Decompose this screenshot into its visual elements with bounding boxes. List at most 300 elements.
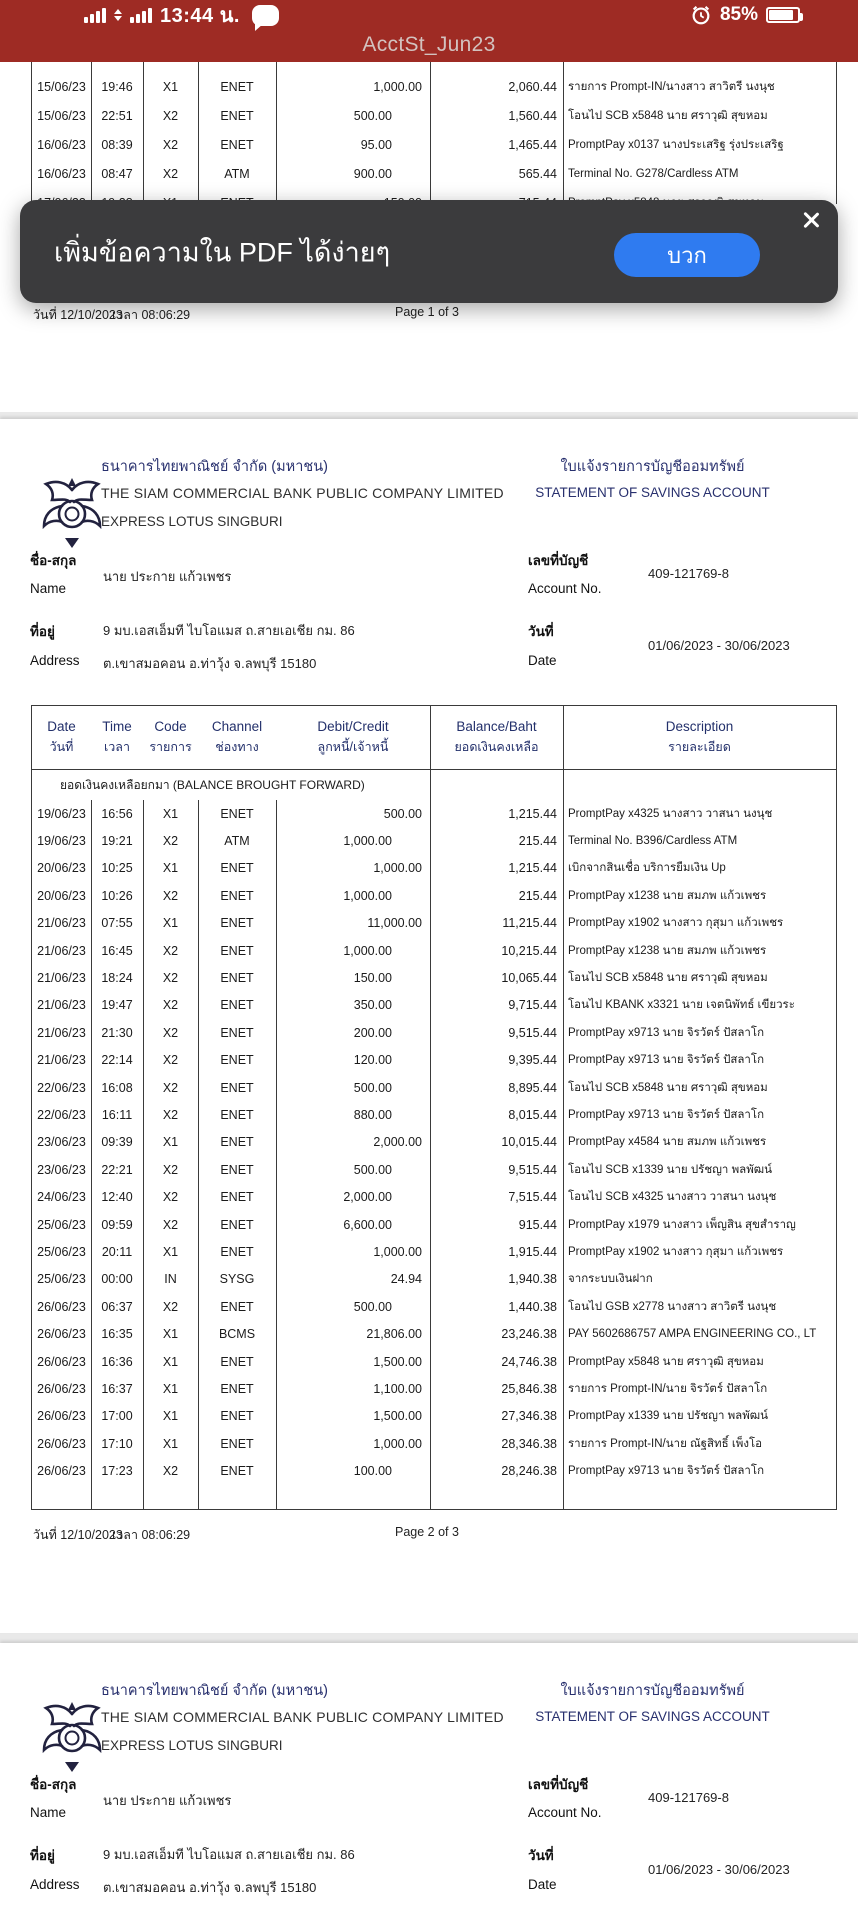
- cell-amount: 2,000.00: [373, 1135, 422, 1150]
- cell-description: รายการ Prompt-IN/นาย จิรวัตร์ ปัสลาโก: [568, 1382, 768, 1395]
- cell-code: X2: [162, 834, 179, 849]
- cell-code: X2: [162, 1190, 179, 1205]
- account-no-label-th: เลขที่บัญชี: [528, 553, 589, 568]
- statement-period: 01/06/2023 - 30/06/2023: [648, 1862, 790, 1877]
- bank-name-th: ธนาคารไทยพาณิชย์ จำกัด (มหาชน): [101, 1683, 328, 1699]
- cell-time: 20:11: [101, 1244, 133, 1259]
- cell-balance: 1,940.38: [508, 1272, 557, 1287]
- cell-balance: 2,060.44: [508, 79, 557, 94]
- cell-code: X1: [162, 1381, 179, 1396]
- close-icon[interactable]: [800, 209, 822, 231]
- address-label-en: Address: [30, 653, 80, 668]
- transaction-row: [32, 1348, 836, 1375]
- cell-description: PromptPay x5848 นาย ศราวุฒิ สุขหอม: [568, 1355, 764, 1368]
- cell-amount: 880.00: [353, 1107, 392, 1122]
- cell-balance: 1,215.44: [508, 806, 557, 821]
- bank-name-en: THE SIAM COMMERCIAL BANK PUBLIC COMPANY LIMITED: [101, 485, 504, 501]
- cell-signal-2-icon: [130, 7, 152, 23]
- cell-description: รายการ Prompt-IN/นางสาว สาวิตรี นงนุช: [568, 80, 775, 93]
- cell-amount: 1,500.00: [373, 1409, 422, 1424]
- pdf-edit-toast: [20, 200, 838, 303]
- table-header-row: Date วันที่ Time เวลา Code รายการ Channel ช่องทาง Debit/Credit ลูกหนี้/เจ้าหนี้ Balance/Baht ยอดเงินคงเหลือ Description รายละเอียด: [32, 706, 836, 770]
- cell-date: 21/06/23: [37, 1053, 86, 1068]
- cell-code: X1: [162, 806, 179, 821]
- cell-channel: ENET: [220, 861, 254, 876]
- transaction-row: [32, 1293, 836, 1320]
- document-title: AcctSt_Jun23: [362, 33, 496, 56]
- cell-time: 16:08: [101, 1080, 133, 1095]
- transaction-row: [32, 1403, 836, 1430]
- cell-date: 22/06/23: [37, 1107, 86, 1122]
- cell-time: 06:37: [101, 1299, 133, 1314]
- garuda-bank-logo: [36, 476, 108, 550]
- cell-amount: 1,000.00: [343, 834, 392, 849]
- cell-description: โอนไป SCB x4325 นางสาว วาสนา นงนุช: [568, 1191, 777, 1204]
- cell-balance: 9,715.44: [508, 998, 557, 1013]
- cell-description: PromptPay x4584 นาย สมภพ แก้วเพชร: [568, 1136, 767, 1149]
- cell-channel: BCMS: [218, 1327, 256, 1342]
- cell-description: โอนไป SCB x1339 นาย ปรัชญา พลพัฒน์: [568, 1163, 773, 1176]
- cell-description: โอนไป SCB x5848 นาย ศราวุฒิ สุขหอม: [568, 109, 768, 122]
- cell-date: 19/06/23: [37, 834, 86, 849]
- cell-time: 17:00: [101, 1409, 133, 1424]
- toast-action-button[interactable]: บวก: [614, 233, 760, 277]
- transaction-row: [32, 1211, 836, 1238]
- cell-balance: 1,465.44: [508, 137, 557, 152]
- cell-balance: 9,395.44: [508, 1053, 557, 1068]
- cell-channel: ENET: [220, 1409, 254, 1424]
- cell-date: 20/06/23: [37, 861, 86, 876]
- cell-channel: SYSG: [219, 1272, 255, 1287]
- cell-channel: ENET: [220, 1217, 254, 1232]
- cell-code: X1: [162, 1327, 179, 1342]
- cell-channel: ENET: [220, 79, 254, 94]
- cell-code: X2: [162, 1217, 179, 1232]
- cell-description: โอนไป SCB x5848 นาย ศราวุฒิ สุขหอม: [568, 1081, 768, 1094]
- cell-balance: 565.44: [518, 166, 557, 181]
- cell-time: 16:45: [101, 943, 133, 958]
- cell-code: X1: [162, 1409, 179, 1424]
- cell-date: 26/06/23: [37, 1327, 86, 1342]
- doc-title-en: STATEMENT OF SAVINGS ACCOUNT: [535, 485, 770, 500]
- cell-description: โอนไป KBANK x3321 นาย เจตนิพัทธ์ เขียวระ: [568, 999, 795, 1012]
- cell-amount: 1,000.00: [373, 1244, 422, 1259]
- cell-time: 09:39: [101, 1135, 133, 1150]
- cell-balance: 1,560.44: [508, 108, 557, 123]
- cell-description: เบิกจากสินเชื่อ บริการยืมเงิน Up: [568, 862, 726, 875]
- cell-code: X1: [162, 916, 179, 931]
- cell-code: X2: [162, 943, 179, 958]
- statement-header: [0, 1643, 858, 1907]
- bank-branch: EXPRESS LOTUS SINGBURI: [101, 514, 283, 529]
- cell-amount: 1,000.00: [373, 861, 422, 876]
- cell-channel: ENET: [220, 1025, 254, 1040]
- transaction-row: [32, 130, 836, 159]
- cell-channel: ENET: [220, 1162, 254, 1177]
- cell-description: PromptPay x1979 นางสาว เพ็ญสิน สุขสำราญ: [568, 1218, 796, 1231]
- account-no-label-th: เลขที่บัญชี: [528, 1777, 589, 1792]
- bank-name-en: THE SIAM COMMERCIAL BANK PUBLIC COMPANY LIMITED: [101, 1709, 504, 1725]
- cell-code: X1: [162, 1244, 179, 1259]
- cell-description: PromptPay x9713 นาย จิรวัตร์ ปัสลาโก: [568, 1054, 765, 1067]
- pdf-page-3: [0, 1643, 858, 1907]
- transaction-row: [32, 1375, 836, 1402]
- cell-amount: 150.00: [353, 971, 392, 986]
- cell-channel: ENET: [220, 943, 254, 958]
- cell-date: 16/06/23: [37, 166, 86, 181]
- cell-balance: 11,215.44: [502, 916, 557, 931]
- cell-balance: 28,246.38: [501, 1464, 557, 1479]
- footer-print-time: เวลา 08:06:29: [112, 1528, 191, 1542]
- cell-channel: ENET: [220, 1436, 254, 1451]
- statement-period: 01/06/2023 - 30/06/2023: [648, 638, 790, 653]
- cell-description: Terminal No. B396/Cardless ATM: [568, 835, 738, 848]
- app-header: [0, 0, 858, 62]
- cell-code: X1: [162, 79, 179, 94]
- cell-description: PromptPay x0137 นางประเสริฐ รุ่งประเสริฐ: [568, 138, 784, 151]
- cell-amount: 500.00: [353, 1162, 392, 1177]
- cell-description: PromptPay x4325 นางสาว วาสนา นงนุช: [568, 807, 773, 820]
- cell-date: 26/06/23: [37, 1436, 86, 1451]
- transaction-row: [32, 1238, 836, 1265]
- doc-title-th: ใบแจ้งรายการบัญชีออมทรัพย์: [560, 459, 745, 475]
- cell-channel: ENET: [220, 1190, 254, 1205]
- cell-amount: 120.00: [353, 1053, 392, 1068]
- cell-code: X2: [162, 137, 179, 152]
- cell-time: 16:11: [101, 1107, 133, 1122]
- cell-balance: 215.44: [518, 834, 557, 849]
- cell-code: X2: [162, 971, 179, 986]
- cell-date: 23/06/23: [37, 1162, 86, 1177]
- cell-description: จากระบบเงินฝาก: [568, 1273, 653, 1286]
- cell-balance: 1,915.44: [508, 1244, 557, 1259]
- cell-time: 19:47: [101, 998, 133, 1013]
- transaction-row: [32, 937, 836, 964]
- cell-balance: 24,746.38: [501, 1354, 557, 1369]
- cell-description: รายการ Prompt-IN/นาย ณัฐสิทธิ์ เพ็งโอ: [568, 1437, 763, 1450]
- data-arrows-icon: [114, 9, 122, 21]
- cell-time: 09:59: [101, 1217, 133, 1232]
- transaction-row: [32, 1183, 836, 1210]
- cell-amount: 100.00: [353, 1464, 392, 1479]
- cell-amount: 1,500.00: [373, 1354, 422, 1369]
- bank-branch: EXPRESS LOTUS SINGBURI: [101, 1738, 283, 1753]
- cell-channel: ENET: [220, 998, 254, 1013]
- address-label-th: ที่อยู่: [30, 1848, 55, 1863]
- document-titlebar: [0, 28, 858, 62]
- cell-amount: 200.00: [353, 1025, 392, 1040]
- address-label-th: ที่อยู่: [30, 624, 55, 639]
- cell-balance: 23,246.38: [501, 1327, 557, 1342]
- cell-description: PromptPay x1238 นาย สมภพ แก้วเพชร: [568, 889, 767, 902]
- cell-channel: ENET: [220, 916, 254, 931]
- cell-date: 21/06/23: [37, 971, 86, 986]
- cell-code: X2: [162, 1162, 179, 1177]
- cell-balance: 8,015.44: [508, 1107, 557, 1122]
- cell-date: 20/06/23: [37, 888, 86, 903]
- cell-time: 17:10: [101, 1436, 133, 1451]
- cell-time: 17:23: [101, 1464, 133, 1479]
- transaction-row: [32, 800, 836, 827]
- cell-code: IN: [164, 1272, 177, 1287]
- statement-header: [0, 419, 858, 689]
- period-label-th: วันที่: [528, 624, 554, 639]
- cell-channel: ENET: [220, 1135, 254, 1150]
- cell-time: 16:36: [101, 1354, 133, 1369]
- cell-code: X2: [162, 998, 179, 1013]
- cell-description: PAY 5602686757 AMPA ENGINEERING CO., LT: [568, 1328, 817, 1341]
- cell-amount: 500.00: [353, 108, 392, 123]
- cell-channel: ENET: [220, 971, 254, 986]
- cell-date: 21/06/23: [37, 916, 86, 931]
- transaction-row: [32, 1101, 836, 1128]
- cell-amount: 1,000.00: [343, 943, 392, 958]
- cell-code: X2: [162, 1053, 179, 1068]
- cell-description: โอนไป GSB x2778 นางสาว สาวิตรี นงนุช: [568, 1300, 777, 1313]
- transaction-row: [32, 827, 836, 854]
- cell-balance: 1,215.44: [508, 861, 557, 876]
- cell-amount: 6,600.00: [343, 1217, 392, 1232]
- cell-channel: ENET: [220, 1381, 254, 1396]
- cell-description: PromptPay x9713 นาย จิรวัตร์ ปัสลาโก: [568, 1108, 765, 1121]
- cell-channel: ENET: [220, 1053, 254, 1068]
- cell-amount: 350.00: [353, 998, 392, 1013]
- status-time: 13:44 น.: [160, 5, 240, 27]
- address-line1: 9 มบ.เอสเอ็มที ไบโอแมส ถ.สายเอเชีย กม. 86: [103, 623, 355, 638]
- period-label-en: Date: [528, 1877, 557, 1892]
- cell-time: 22:14: [101, 1053, 133, 1068]
- cell-time: 19:21: [101, 834, 133, 849]
- cell-description: PromptPay x1339 นาย ปรัชญา พลพัฒน์: [568, 1410, 769, 1423]
- transaction-row: [32, 72, 836, 101]
- cell-time: 22:21: [101, 1162, 133, 1177]
- transaction-row: [32, 1074, 836, 1101]
- cell-time: 16:35: [101, 1327, 133, 1342]
- cell-amount: 1,000.00: [343, 888, 392, 903]
- address-line2: ต.เขาสมอคอน อ.ท่าวุ้ง จ.ลพบุรี 15180: [103, 1880, 317, 1895]
- cell-time: 08:47: [101, 166, 133, 181]
- transaction-row: [32, 1266, 836, 1293]
- cell-time: 08:39: [101, 137, 133, 152]
- page2-footer: [0, 1525, 858, 1543]
- cell-amount: 24.94: [390, 1272, 422, 1287]
- cell-amount: 900.00: [353, 166, 392, 181]
- cell-time: 16:37: [101, 1381, 133, 1396]
- cell-balance: 8,895.44: [508, 1080, 557, 1095]
- account-holder-name: นาย ประกาย แก้วเพชร: [103, 1793, 232, 1808]
- cell-time: 18:24: [101, 971, 133, 986]
- cell-balance: 28,346.38: [501, 1436, 557, 1451]
- account-number: 409-121769-8: [648, 566, 729, 581]
- transaction-row: [32, 992, 836, 1019]
- cell-amount: 1,000.00: [373, 1436, 422, 1451]
- cell-time: 22:51: [101, 108, 133, 123]
- footer-print-date: วันที่ 12/10/2023: [33, 308, 123, 322]
- cell-date: 26/06/23: [37, 1299, 86, 1314]
- transaction-row: [32, 101, 836, 130]
- cell-code: X2: [162, 1025, 179, 1040]
- cell-date: 15/06/23: [37, 108, 86, 123]
- cell-code: X1: [162, 1354, 179, 1369]
- toast-message: เพิ่มข้อความใน PDF ได้ง่ายๆ: [54, 237, 391, 267]
- cell-time: 07:55: [101, 916, 133, 931]
- cell-balance: 915.44: [518, 1217, 557, 1232]
- cell-date: 26/06/23: [37, 1354, 86, 1369]
- cell-amount: 1,000.00: [373, 79, 422, 94]
- cell-channel: ENET: [220, 1244, 254, 1259]
- cell-channel: ENET: [220, 1354, 254, 1369]
- cell-date: 24/06/23: [37, 1190, 86, 1205]
- cell-time: 10:25: [101, 861, 133, 876]
- footer-print-date: วันที่ 12/10/2023: [33, 1528, 123, 1542]
- cell-description: PromptPay x1238 นาย สมภพ แก้วเพชร: [568, 944, 767, 957]
- cell-code: X1: [162, 1436, 179, 1451]
- garuda-bank-logo: [36, 1700, 108, 1774]
- cell-channel: ENET: [220, 1299, 254, 1314]
- transaction-row: [32, 159, 836, 188]
- chat-bubble-icon: [252, 5, 279, 26]
- transaction-row: [32, 1457, 836, 1484]
- cell-channel: ENET: [220, 1107, 254, 1122]
- cell-date: 26/06/23: [37, 1464, 86, 1479]
- cell-balance: 25,846.38: [501, 1381, 557, 1396]
- cell-channel: ATM: [224, 834, 250, 849]
- cell-description: PromptPay x9713 นาย จิรวัตร์ ปัสลาโก: [568, 1465, 765, 1478]
- cell-date: 26/06/23: [37, 1381, 86, 1396]
- cell-balance: 9,515.44: [508, 1162, 557, 1177]
- cell-description: PromptPay x1902 นางสาว กุสุมา แก้วเพชร: [568, 917, 784, 930]
- cell-balance: 9,515.44: [508, 1025, 557, 1040]
- footer-print-time: เวลา 08:06:29: [112, 308, 191, 322]
- cell-balance: 10,215.44: [501, 943, 557, 958]
- cell-code: X2: [162, 166, 179, 181]
- footer-page-number: Page 2 of 3: [395, 1525, 459, 1539]
- battery-icon: [766, 7, 800, 23]
- doc-title-en: STATEMENT OF SAVINGS ACCOUNT: [535, 1709, 770, 1724]
- cell-code: X2: [162, 1299, 179, 1314]
- cell-date: 25/06/23: [37, 1217, 86, 1232]
- cell-amount: 2,000.00: [343, 1190, 392, 1205]
- transaction-row: [32, 882, 836, 909]
- cell-amount: 500.00: [353, 1299, 392, 1314]
- cell-date: 21/06/23: [37, 1025, 86, 1040]
- page1-footer: [0, 305, 858, 323]
- cell-channel: ATM: [224, 166, 250, 181]
- cell-time: 16:56: [101, 806, 133, 821]
- cell-channel: ENET: [220, 108, 254, 123]
- cell-code: X2: [162, 108, 179, 123]
- cell-date: 16/06/23: [37, 137, 86, 152]
- cell-time: 19:46: [101, 79, 133, 94]
- pdf-page-2: [0, 419, 858, 1633]
- name-label-th: ชื่อ-สกุล: [30, 553, 77, 568]
- cell-description: PromptPay x9713 นาย จิรวัตร์ ปัสลาโก: [568, 1026, 765, 1039]
- address-line1: 9 มบ.เอสเอ็มที ไบโอแมส ถ.สายเอเชีย กม. 86: [103, 1847, 355, 1862]
- cell-time: 12:40: [101, 1190, 133, 1205]
- cell-balance: 1,440.38: [508, 1299, 557, 1314]
- cell-date: 25/06/23: [37, 1272, 86, 1287]
- cell-amount: 1,100.00: [373, 1381, 422, 1396]
- cell-channel: ENET: [220, 1080, 254, 1095]
- transactions-table-page1: [31, 62, 837, 204]
- cell-channel: ENET: [220, 137, 254, 152]
- address-line2: ต.เขาสมอคอน อ.ท่าวุ้ง จ.ลพบุรี 15180: [103, 656, 317, 671]
- account-no-label-en: Account No.: [528, 581, 602, 596]
- cell-code: X2: [162, 1464, 179, 1479]
- cell-code: X1: [162, 861, 179, 876]
- cell-balance: 10,015.44: [501, 1135, 557, 1150]
- transaction-row: [32, 1320, 836, 1347]
- bank-name-th: ธนาคารไทยพาณิชย์ จำกัด (มหาชน): [101, 459, 328, 475]
- cell-amount: 21,806.00: [366, 1327, 422, 1342]
- period-label-th: วันที่: [528, 1848, 554, 1863]
- transaction-row: [32, 1430, 836, 1457]
- cell-time: 21:30: [101, 1025, 133, 1040]
- alarm-clock-icon: [690, 4, 712, 26]
- cell-date: 26/06/23: [37, 1409, 86, 1424]
- cell-channel: ENET: [220, 888, 254, 903]
- cell-time: 00:00: [101, 1272, 133, 1287]
- cell-code: X2: [162, 1107, 179, 1122]
- cell-channel: ENET: [220, 1464, 254, 1479]
- transaction-row: [32, 964, 836, 991]
- cell-amount: 500.00: [353, 1080, 392, 1095]
- cell-balance: 7,515.44: [508, 1190, 557, 1205]
- transaction-row: [32, 1019, 836, 1046]
- transaction-row: [32, 855, 836, 882]
- cell-date: 25/06/23: [37, 1244, 86, 1259]
- cell-description: โอนไป SCB x5848 นาย ศราวุฒิ สุขหอม: [568, 972, 768, 985]
- transaction-row: [32, 1047, 836, 1074]
- cell-balance: 10,065.44: [501, 971, 557, 986]
- transaction-row: [32, 1156, 836, 1183]
- cell-signal-icon: [84, 7, 106, 23]
- balance-brought-forward: ยอดเงินคงเหลือยกมา (BALANCE BROUGHT FORWARD): [60, 778, 365, 792]
- name-label-th: ชื่อ-สกุล: [30, 1777, 77, 1792]
- cell-time: 10:26: [101, 888, 133, 903]
- transaction-row: [32, 1129, 836, 1156]
- address-label-en: Address: [30, 1877, 80, 1892]
- cell-amount: 95.00: [360, 137, 392, 152]
- cell-amount: 500.00: [383, 806, 422, 821]
- period-label-en: Date: [528, 653, 557, 668]
- cell-date: 21/06/23: [37, 943, 86, 958]
- name-label-en: Name: [30, 581, 67, 596]
- account-no-label-en: Account No.: [528, 1805, 602, 1820]
- cell-code: X2: [162, 1080, 179, 1095]
- transaction-row: [32, 910, 836, 937]
- name-label-en: Name: [30, 1805, 67, 1820]
- cell-code: X2: [162, 888, 179, 903]
- cell-balance: 215.44: [518, 888, 557, 903]
- battery-percent: 85%: [719, 4, 758, 25]
- status-bar: [0, 0, 858, 28]
- cell-date: 22/06/23: [37, 1080, 86, 1095]
- cell-balance: 27,346.38: [501, 1409, 557, 1424]
- footer-page-number: Page 1 of 3: [395, 305, 459, 319]
- cell-date: 21/06/23: [37, 998, 86, 1013]
- cell-date: 15/06/23: [37, 79, 86, 94]
- account-holder-name: นาย ประกาย แก้วเพชร: [103, 569, 232, 584]
- transactions-table-page2: [31, 705, 837, 1510]
- cell-description: Terminal No. G278/Cardless ATM: [568, 167, 739, 180]
- cell-date: 19/06/23: [37, 806, 86, 821]
- cell-channel: ENET: [220, 806, 254, 821]
- doc-title-th: ใบแจ้งรายการบัญชีออมทรัพย์: [560, 1683, 745, 1699]
- cell-description: PromptPay x1902 นางสาว กุสุมา แก้วเพชร: [568, 1245, 784, 1258]
- cell-code: X1: [162, 1135, 179, 1150]
- cell-amount: 11,000.00: [367, 916, 422, 931]
